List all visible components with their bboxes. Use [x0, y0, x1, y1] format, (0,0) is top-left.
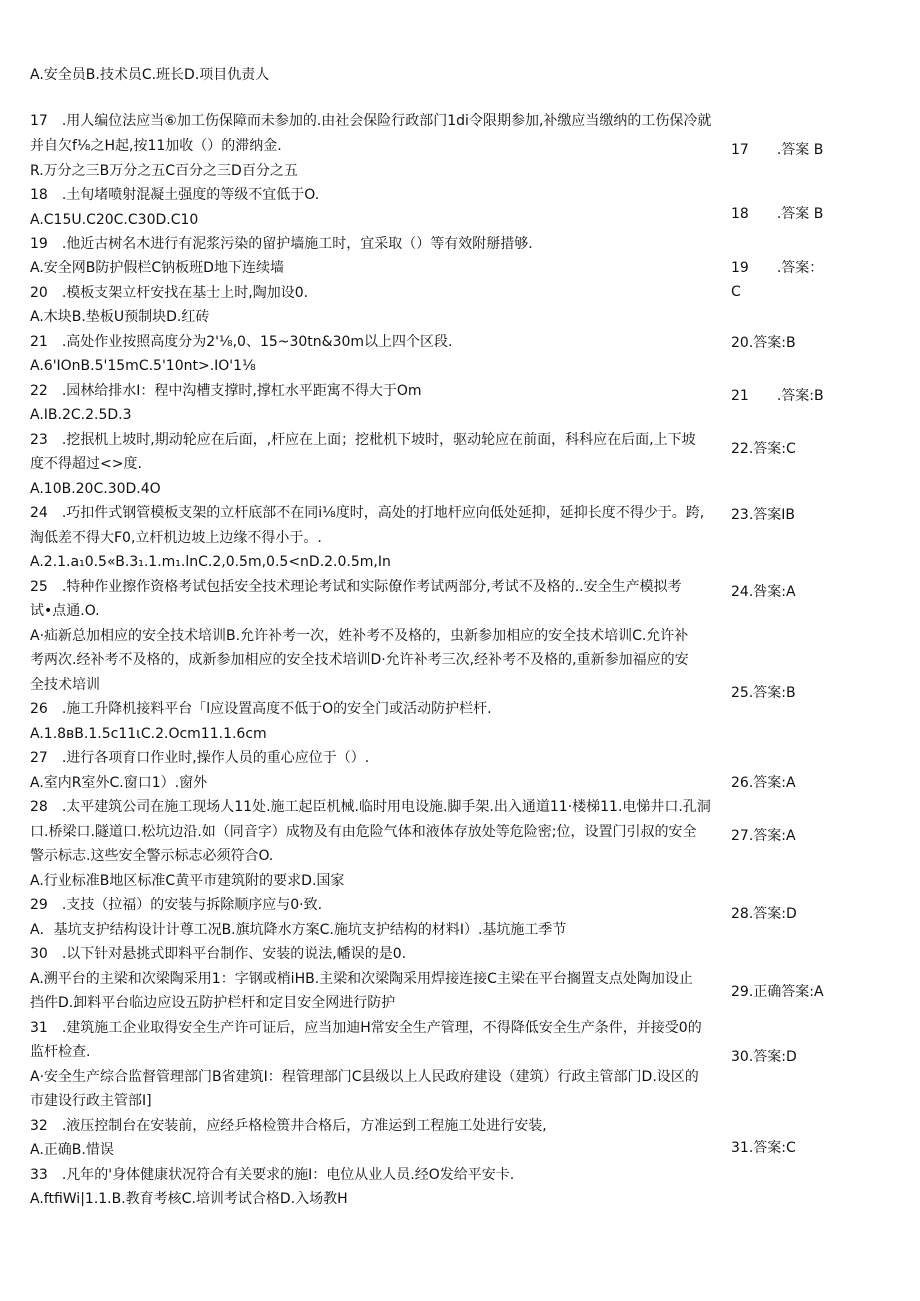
question-options: A.ftfiWi|1.1.B.教育考核C.培训考试合格D.入场教H: [30, 1191, 348, 1207]
answer-25: 25.答案:B: [731, 685, 796, 701]
question-options: A.安全网B防护假栏C钠板班D地下连续墙: [30, 260, 284, 276]
question-text: 32 .液压控制台在安装前，应经乒格检篑井合格后，方准运到工程施工处进行安装,: [30, 1118, 547, 1134]
answer-27: 27.答案:A: [731, 828, 796, 844]
question-text: 19 .他近古树名木进行有泥浆污染的留护墙施工时，宜采取（）等有效附掰措够.: [30, 236, 533, 252]
question-text: 20 .模板支架立杆安找在基士上时,陶加设0.: [30, 285, 309, 301]
question-options: 挡件D.卸料平台临边应设五防护栏杆和定目安全网进行防护: [30, 995, 396, 1011]
question-text: 度不得超过<>度.: [30, 456, 142, 472]
answer-21: 21 .答案:B: [731, 388, 824, 404]
question-text: 试•点通.O.: [30, 603, 100, 619]
question-text: 并自欠f⅛之H起,按11加收（）的滞纳金.: [30, 138, 282, 154]
question-options: A·安全生产综合监督管理部门B省建筑I：程管理部门C县级以上人民政府建设（建筑）行政主管部门D.设区的: [30, 1069, 699, 1085]
question-options: A.溯平台的主梁和次梁陶采用1：字钢或梢iHB.主梁和次梁陶采用焊接连接C主梁在平台搁置支点处陶加设止: [30, 971, 693, 987]
question-text: 27 .进行各项育口作业时,操作人员的重心应位于（）.: [30, 750, 370, 766]
question-text: 17 .用人编位法应当⑥加工伤保障而未参加的.由社会保险行政部门1di令限期参加,补缴应当缴纳的工伤保冷就: [30, 113, 712, 129]
answer-26: 26.答案:A: [731, 775, 796, 791]
answer-17: 17 .答案 B: [731, 142, 824, 158]
question-text: 口.桥梁口.隧道口.松坑边沿.如（同音字）成物及有由危险气体和液体存放处等危险密;位，设置门引叔的安全: [30, 824, 697, 840]
question-text: 23 .挖抿机上坡时,期动轮应在后面，,杆应在上面；挖枇机下坡时，驱动轮应在前面，科科应在后面,上下坡: [30, 432, 696, 448]
question-options: A·疝新总加相应的安全技术培训B.允许补考一次，姓补考不及格的，虫新参加相应的安全技术培训C.允许补: [30, 628, 689, 644]
answer-19: 19 .答案：: [731, 260, 824, 276]
question-options: A.行业标准B地区标准C黄平市建筑附的要求D.国家: [30, 873, 345, 889]
question-options: A.正确B.惜误: [30, 1142, 114, 1158]
answer-20: 20.答案:B: [731, 335, 796, 351]
answer-31: 31.答案:C: [731, 1140, 796, 1156]
question-text: 警示标志.这些安全警示标志必须符合O.: [30, 848, 274, 864]
answer-24: 24.咎案:A: [731, 584, 796, 600]
question-text: 31 .建筑施工企业取得安全生产许可证后，应当加迪H常安全生产管理，不得降低安全生产条件，并接受0的: [30, 1020, 702, 1036]
question-text: 监杆检查.: [30, 1044, 91, 1060]
top-options-line: A.安全员B.技术员C.班长D.项目仇责人: [30, 67, 270, 83]
question-options: A.C15U.C20C.C30D.C10: [30, 212, 199, 228]
question-options: A.1.8вB.1.5c11ιC.2.Ocm11.1.6cm: [30, 726, 267, 742]
answer-19-value: C: [731, 284, 741, 300]
question-options: A．基坑支护结构设计计尊工况B.旗坑降水方案C.施坑支护结构的材料I）.基坑施工季节: [30, 922, 567, 938]
question-options: A.2.1.a₁0.5«B.3₁.1.m₁.lnC.2,0.5m,0.5<nD.2.0.5m,In: [30, 554, 391, 570]
question-options: A.木块B.垫板U预制块D.红砖: [30, 309, 210, 325]
question-options: A.10B.20C.30D.4O: [30, 481, 161, 497]
question-options: 全技术培训: [30, 677, 100, 693]
question-options: 市建设行政主管部I]: [30, 1093, 152, 1109]
question-text: 25 .特种作业擦作资格考试包括安全技术理论考试和实际僚作考试两部分,考试不及格的..安全生产模拟考: [30, 579, 682, 595]
question-text: 29 .支技（拉福）的安装与拆除顺序应与0·致.: [30, 897, 323, 913]
question-text: 26 .施工升降机接料平台「l应设置高度不低于O的安全门或活动防护栏杆.: [30, 701, 492, 717]
question-text: 33 .凡年的'身体健康状况符合有关要求的施I：电位从业人员.经O发给平安卡.: [30, 1167, 515, 1183]
question-text: 21 .高处作业按照高度分为2'⅛,0、15~30tn&30m以上四个区段.: [30, 334, 453, 350]
question-text: 28 .太平建筑公司在施工现场人11处.施工起臣机械.临时用电设施.脚手架.出入通道11·楼梯11.电悌井口.孔洞: [30, 799, 711, 815]
answer-22: 22.答案:C: [731, 441, 796, 457]
question-text: 18 .土旬堵喷射混凝土强度的等级不宜低于O.: [30, 187, 320, 203]
question-text: 24 .巧扣件式钢管模板支架的立杆底部不在同i⅛度时，高处的打地杆应向低处延抑，延抑长度不得少于。跨,: [30, 505, 705, 521]
question-text: 22 .园林给排水I：程中沟槽支撑时,撑杠水平距寓不得大于Om: [30, 383, 422, 399]
question-options: A.6'IOnB.5'15mC.5'10nt>.IO'1⅛: [30, 358, 256, 374]
answer-30: 30.答案:D: [731, 1049, 797, 1065]
question-text: 30 .以下针对悬挑式即料平台制作、安装的说法,幡误的是0.: [30, 946, 407, 962]
answer-23: 23.答案IB: [731, 507, 795, 523]
question-options: A.室内R室外C.窗口1）.窗外: [30, 775, 208, 791]
answer-29: 29.正确答案:A: [731, 984, 824, 1000]
question-options: A.IB.2C.2.5D.3: [30, 407, 132, 423]
question-options: 考两次.经补考不及格的，成新参加相应的安全技术培训D·允许补考三次,经补考不及格的,重新参加福应的安: [30, 652, 689, 668]
question-options: R.万分之三B万分之五C百分之三D百分之五: [30, 163, 298, 179]
answer-18: 18 .答案 B: [731, 206, 824, 222]
question-text: 淘低差不得大F0,立杆机边坡上边缘不得小于。.: [30, 530, 322, 546]
answer-28: 28.答案:D: [731, 906, 797, 922]
